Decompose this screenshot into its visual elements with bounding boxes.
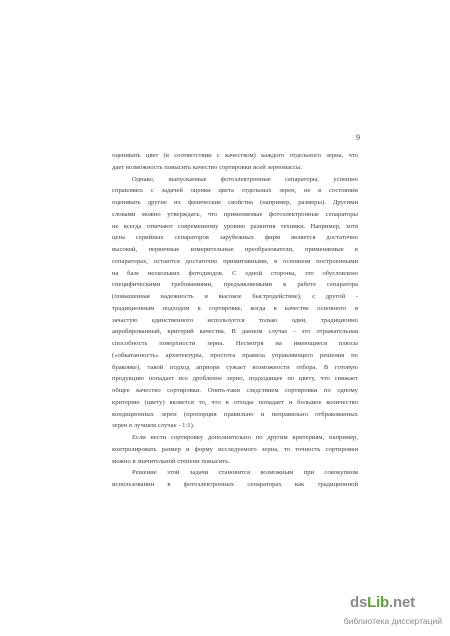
text-line: дает возможность повысить качество сортировки всей зерномассы. (112, 163, 303, 171)
text-line: кондиционных зерен (пропорция правильно и неправильно отбракованных (112, 410, 358, 418)
text-line: («обкатанность» архитектуры, простота правила управляющего решения по (112, 351, 358, 359)
text-line: высокой, первичные измерительные преобразователи, применяемые в (112, 246, 358, 253)
text-line: цена серийных сепараторов зарубежных фирм является достаточно (112, 234, 358, 242)
text-line: браковке), такой подход априори сужает возможности отбора. В готовую (112, 363, 358, 371)
text-line: оценивать другие их физические свойства (например, размеры). Другими (112, 199, 358, 206)
body-text (112, 150, 358, 491)
text-line: апробированный, критерий качества. В данном случае - это отражательная (112, 328, 358, 336)
text-line: Решение этой задачи становится возможным при совокупном (132, 469, 358, 477)
text-line: словами можно утверждать, что применяемые фотоэлектронные сепараторы (112, 210, 358, 218)
text-line: общее качество сортировки. Опять-таки следствием сортировки по одному (112, 387, 358, 394)
watermark-logo-net: .net (389, 594, 415, 611)
text-line: зерен в лучшем случае - 1:1). (112, 422, 195, 430)
text-line: способность поверхности зерна. Несмотря на имеющиеся плюсы (112, 340, 358, 347)
text-line: продукцию попадает все дробленое зерно, подходящее по цвету, что снижает (112, 375, 358, 383)
text-line: зачастую единственного используется только один, традиционно (112, 316, 358, 324)
text-line: специфическими требованиями, предъявляемыми к работе сепаратора (112, 281, 358, 289)
text-line: контролировать размер и форму исследуемого зерна, то точность сортировки (112, 445, 358, 453)
watermark-logo-lib: Lib (367, 594, 390, 611)
text-line: оценивать цвет (в соответствии с качеством) каждого отдельного зерна, что (112, 152, 358, 159)
text-line: не всегда отвечают современному уровню развития техники. Например, хотя (112, 222, 358, 230)
watermark-logo (350, 594, 415, 611)
text-line: критерию (цвету) является то, что в отходы попадает и большое количество (112, 398, 358, 406)
text-line: сепараторах, остаются достаточно примитивными, в основном построенными (112, 257, 358, 265)
watermark-subtitle: библиотека диссертаций (343, 616, 442, 626)
watermark (316, 594, 446, 632)
text-line: традиционным подходом к сортировке, когда в качестве основного и (112, 304, 358, 312)
text-line: на базе нескольких фотодиодов. С одной стороны, это обусловлено (112, 269, 358, 277)
text-line: использовании в фотоэлектронных сепараторах как традиционной (112, 481, 358, 488)
page-number: 9 (356, 133, 360, 142)
text-line: Если вести сортировку дополнительно по другим критериям, например, (132, 434, 358, 441)
watermark-logo-ds: ds (350, 594, 368, 611)
text-line: можно в значительной степени повысить. (112, 457, 230, 465)
text-line: (повышенная надежность и высокое быстродействие), с другой - (112, 293, 358, 300)
text-line: справляясь с задачей оценки цвета отдельных зерен, не в состоянии (112, 187, 358, 195)
text-line: Однако, выпускаемые фотоэлектронные сепараторы, успешно (132, 175, 358, 183)
